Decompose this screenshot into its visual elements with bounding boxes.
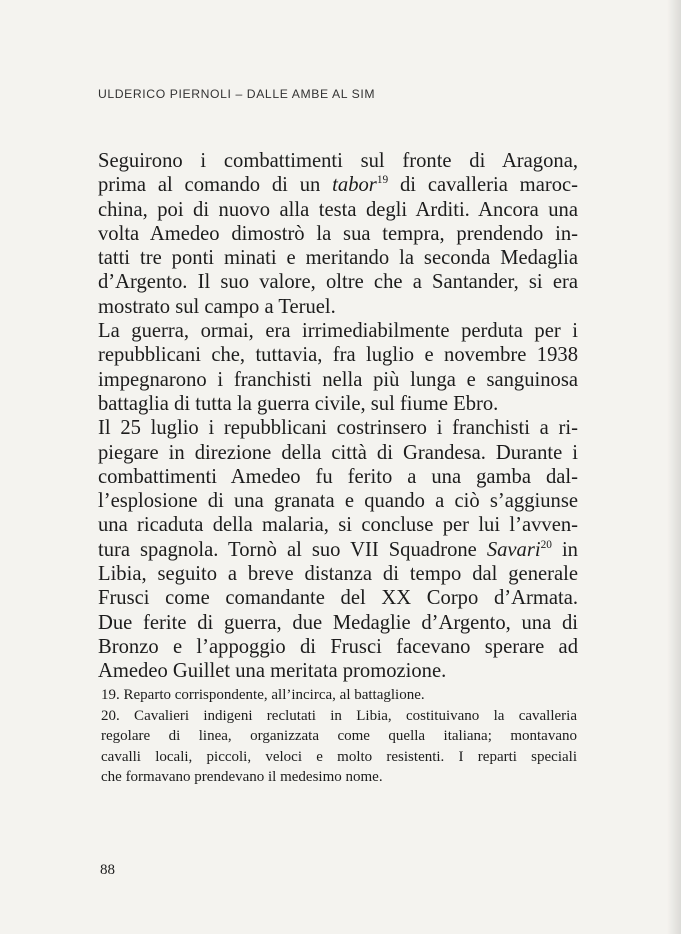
text-line: Bronzo e l’appoggio di Frusci facevano sperare ad [98,635,578,658]
footnotes [101,685,577,788]
page-edge-shadow [667,0,681,934]
text-line: Seguirono i combattimenti sul fronte di Aragona, [98,150,578,172]
text-line: Il 25 luglio i repubblicani costrinsero i franchisti a ri- [98,417,578,440]
text-line: volta Amedeo dimostrò la sua tempra, prendendo in- [98,222,578,245]
text-segment: in [551,538,578,561]
text-line [98,173,578,197]
text-line: Due ferite di guerra, due Medaglie d’Argento, una di [98,611,578,634]
footnote [101,685,577,706]
footnote-line: che formavano prendevano il medesimo nome. [101,769,383,786]
text-segment: prima al comando di un [98,174,333,197]
page-number: 88 [100,862,115,878]
text-line: una ricaduta della malaria, si concluse per lui l’avven- [98,514,578,537]
footnote [101,706,577,788]
text-line: l’esplosione di una granata e quando a ciò s’aggiunse [98,490,578,513]
footnote-reference: 19 [376,174,389,187]
text-line: piegare in direzione della città di Grandesa. Durante i [98,441,578,464]
text-segment: tura spagnola. Tornò al suo VII Squadrone [98,538,487,561]
text-line: mostrato sul campo a Teruel. [98,295,336,318]
text-line: battaglia di tutta la guerra civile, sul fiume Ebro. [98,392,499,415]
footnote-line: 20. Cavalieri indigeni reclutati in Libia, costituivano la cavalleria [101,707,577,724]
text-segment: di cavalleria maroc- [388,174,578,197]
footnote-line: cavalli locali, piccoli, veloci e molto resistenti. I reparti speciali [101,748,577,765]
footnote-line: regolare di linea, organizzata come quella italiana; montavano [101,728,577,745]
text-line: impegnarono i franchisti nella più lunga e sanguinosa [98,368,578,391]
text-line: Frusci come comandante del XX Corpo d’Armata. [98,587,578,610]
footnote-line: 19. Reparto corrispondente, all’incirca, al battaglione. [101,687,425,703]
text-line: Amedeo Guillet una meritata promozione. [98,660,447,683]
footnote-reference: 20 [540,538,552,551]
text-line: china, poi di nuovo alla testa degli Arditi. Ancora una [98,198,578,221]
paragraph [98,319,578,416]
paragraph [98,149,578,319]
main-text [98,149,578,684]
running-header: ULDERICO PIERNOLI – DALLE AMBE AL SIM [98,87,376,101]
text-line: combattimenti Amedeo fu ferito a una gamba dal- [98,465,578,488]
italic-term: tabor [332,174,377,197]
text-line: repubblicani che, tuttavia, fra luglio e novembre 1938 [98,344,578,367]
paragraph [98,416,578,683]
text-line: Libia, seguito a breve distanza di tempo dal generale [98,563,578,586]
text-line: tatti tre ponti minati e meritando la seconda Medaglia [98,247,578,270]
text-line: La guerra, ormai, era irrimediabilmente perduta per i [98,320,578,343]
text-line: d’Argento. Il suo valore, oltre che a Santander, si era [98,271,578,294]
text-line [98,538,578,562]
italic-term: Savari [486,538,541,561]
